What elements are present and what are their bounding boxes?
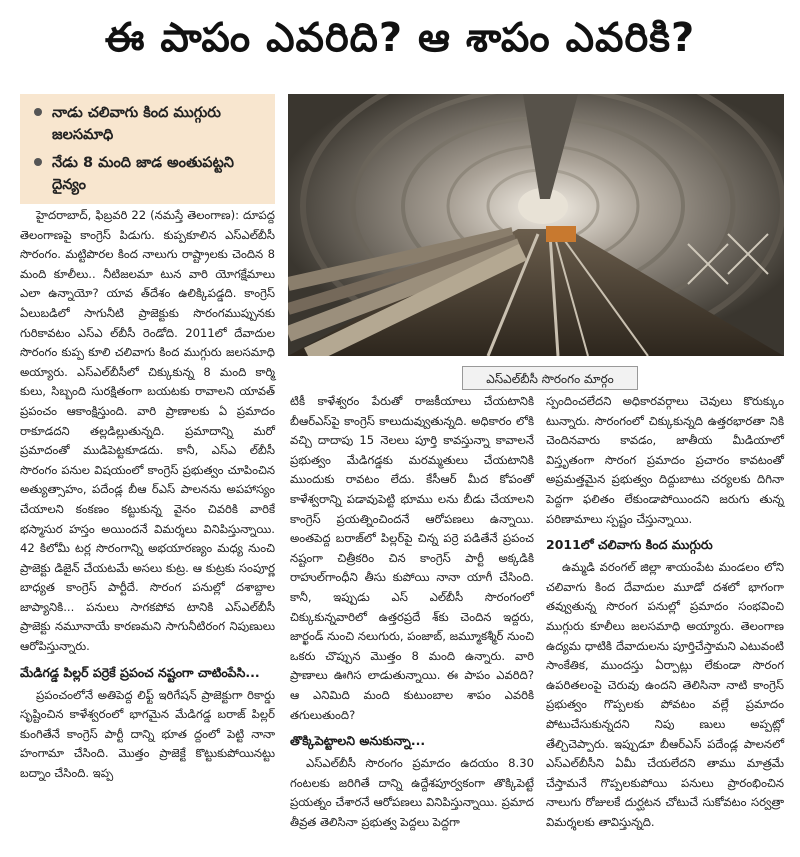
highlights-box	[20, 94, 275, 204]
bullet-icon	[34, 158, 42, 166]
subheading: తొక్కిపెట్టాలని అనుకున్నా...	[290, 733, 426, 749]
subheading: 2011లో చలివాగు కింద ముగ్గురు	[546, 537, 713, 553]
paragraph: టికీ కాళేశ్వరం పేరుతో రాజకీయాలు చేయటానికి బీఆర్ఎస్‌పై కాంగ్రెస్ కాలుదువ్వుతున్నది. అధికారం లోకి వచ్చి దాదాపు 15 నెలలు పూర్తి కావస్తున్నా కావాలనే ప్రభుత్వం మేడిగడ్డకు మరమ్మతులు చేయటానికి ముందుకు రావటం లేదు. కేసీఆర్ మీద కోపంతో కాళేశ్వరాన్ని పడావుపెట్టి భూము లను బీడు చేయాలని కాంగ్రెస్ ప్రయత్నించిందనే ఆరోపణలు ఉన్నాయి. అంతపెద్ద బరాజ్‌లో పిల్లర్‌పై చిన్న పర్రె పడితేనే ప్రపంచ నష్టంగా చిత్రీకరిం చిన కాంగ్రెస్ పార్టీ అక్కడికి రాహుల్‌గాంధీని తీసు కుపోయి నానా యాగీ చేసింది. కానీ, ఇప్పుడు ఎస్ ఎల్‌బీసీ సొరంగంలో చిక్కుకున్నవారిలో ఉత్తరప్రదే శ్‌కు చెందిన ఇద్దరు, జార్ఖండ్ నుంచి నలుగురు, పంజాబ్, జమ్మూకశ్మీర్ నుంచి ఒకరు చొప్పున మొత్తం 8 మంది ఉన్నారు. వారి ప్రాణాలు ఊగిస లాడుతున్నాయి. ఈ పాపం ఎవరిది? ఆ ఎనిమిది మంది కుటుంబాల శాపం ఎవరికి తగులుతుంది?	[290, 394, 534, 722]
paragraph: స్పందించలేదని అధికారవర్గాలు చెవులు కొరుక్కుం టున్నారు. సొరంగంలో చిక్కుకున్నది ఉత్తరభారతా నికి చెందినవారు కావడం, జాతీయ మీడియాలో విస్తృతంగా సొరంగ ప్రమాదం ప్రచారం కావటంతో అప్రమత్తమైన ప్రభుత్వం దిద్దుబాటు చర్యలకు దిగినా పెద్దగా ఫలితం లేకుండాపోయిందని జరుగు తున్న పరిణామాలు స్పష్టం చేస్తున్నాయి.	[546, 394, 784, 526]
highlight-item	[30, 102, 265, 146]
paragraph: హైదరాబాద్, ఫిబ్రవరి 22 (నమస్తే తెలంగాణ): దూపద్ద తెలంగాణపై కాంగ్రెస్ పిడుగు. కుప్పకూలిన ఎస్ఎల్‌బీసీ సొరంగం. మట్టిపొరల కింద నాలుగు రాష్ట్రాలకు చెందిన 8 మంది కూలీలు.. నీటిజలమా టున వారి యోగక్షేమాలు ఎలా ఉన్నాయో? యావ త్‌దేశం ఉలిక్కిపడ్డది. కాంగ్రెస్ ఏలుబడిలో సాగునీటి ప్రాజెక్టుకు సొరంగముప్పునకు గురికావటం ఎస్ఎ ల్‌బీసీ రెండోది. 2011లో దేవాదుల సొరంగం కుప్ప కూలి చలివాగు కింద ముగ్గురు జలసమాధి అయ్యారు. ఎస్ఎల్‌బీసీలో చిక్కుకున్న 8 మంది కార్మి కులు, సిబ్బంది సురక్షితంగా బయటకు రావాలని యావత్ ప్రపంచం ఆకాంక్షిస్తుంది. వారి ప్రాణాలకు ఏ ప్రమాదం రాకూడదని తల్లడిల్లుతున్నది. ప్రమాదాన్ని మరో ప్రమాదంతో ముడిపెట్టకూడదు. కానీ, ఎస్ఎ ల్‌బీసీ సొరంగం పనుల విషయంలో కాంగ్రెస్ ప్రభుత్వం చూపించిన అత్యుత్సాహం, పదేండ్ల బీఆ ర్ఎస్ పాలనను అపహాస్యం చేయాలని కంకణం కట్టుకున్న వైనం చివరికి వారికే భస్మాసుర హస్తం అయిందనే విమర్శలు వినిపిస్తున్నాయి. 42 కిలోమీ టర్ల సొరంగాన్ని అభయారణ్యం మధ్య నుంచి ప్రాజెక్టు డిజైన్ చేయటమే అసలు కుట్ర. ఆ కుట్రకు సంపూర్ణ బాధ్యత కాంగ్రెస్ పార్టీదే. సొరంగ పనుల్లో దశాబ్దాల జాప్యానికి... పనులు సాగకపోవ టానికి ఎస్ఎల్‌బీసీ ప్రాజెక్టు నమూనాయే కారణమని సాగునీటిరంగ నిపుణులు ఆరోపిస్తున్నారు.	[20, 208, 275, 654]
article-column-3	[546, 392, 784, 834]
highlight-text: నాడు చలివాగు కింద ముగ్గురు జలసమాధి	[52, 105, 221, 143]
headline: ఈ పాపం ఎవరిది? ఆ శాపం ఎవరికి?	[104, 15, 696, 61]
highlight-item	[30, 152, 265, 196]
highlight-text: నేడు 8 మంది జాడ అంతుపట్టని దైన్యం	[52, 155, 234, 193]
bullet-icon	[34, 108, 42, 116]
paragraph: ఎస్ఎల్‌బీసీ సొరంగం ప్రమాదం ఉదయం 8.30 గంటలకు జరిగితే దాన్ని ఉద్దేశపూర్వకంగా తొక్కిపెట్టే ప్రయత్నం చేశారనే ఆరోపణలు వినిపిస్తున్నాయి. ప్రమాద తీవ్రత తెలిసినా ప్రభుత్వ పెద్దలు పెద్దగా	[290, 756, 534, 829]
photo-caption: ఎస్ఎల్‌బీసీ సొరంగం మార్గం	[462, 366, 638, 390]
tunnel-photo	[288, 94, 784, 356]
paragraph: ప్రపంచంలోనే అతిపెద్ద లిఫ్ట్ ఇరిగేషన్ ప్రాజెక్టుగా రికార్డు సృష్టించిన కాళేశ్వరంలో భాగమైన మేడిగడ్డ బరాజ్ పిల్లర్ కుంగితేనే కాంగ్రెస్ పార్టీ దాన్ని భూత ద్దంలో పెట్టి నానా హంగామా చేసింది. మొత్తం ప్రాజెక్టే కొట్టుకుపోయినట్టు బద్నాం చేసింది. ఇప్ప	[20, 687, 275, 781]
paragraph: ఉమ్మడి వరంగల్ జిల్లా శాయంపేట మండలం లోని చలివాగు కింద దేవాదుల మూడో దశలో భాగంగా తవ్వుతున్న సొరంగ పనుల్లో ప్రమాదం సంభవించి ముగ్గురు కూలీలు జలసమాధి అయ్యారు. తెలంగాణ ఉద్యమ ధాటికి దేవాదులను పూర్తిచేస్తామని ఎటువంటి సాంకేతిక, ముందస్తు ఏర్పాట్లు లేకుండా సొరంగ ఉపరితలంపై చెరువు ఉందని తెలిసినా నాటి కాంగ్రెస్ ప్రభుత్వం గొప్పలకు పోవటం వల్లే ప్రమాదం పోటుచేసుకున్నదని నిపు ణులు అప్పట్లో తేల్చిచెప్పారు. ఇప్పుడూ బీఆర్ఎస్ పదేండ్ల పాలనలో ఎస్ఎల్‌బీసీని ఏమీ చేయలేదని తాము మాత్రమే చేస్తామనే గొప్పలకుపోయి పనులు ప్రారంభించిన నాలుగు రోజులకే దుర్ఘటన చోటుచే సుకోవటం సర్వత్రా విమర్శలకు తావిస్తున్నది.	[546, 560, 784, 829]
article-column-1	[20, 206, 275, 786]
article-column-2	[290, 392, 534, 834]
subheading: మేడిగడ్డ పిల్లర్ పర్రెకే ప్రపంచ నష్టంగా చాటింపేసి...	[20, 664, 260, 680]
